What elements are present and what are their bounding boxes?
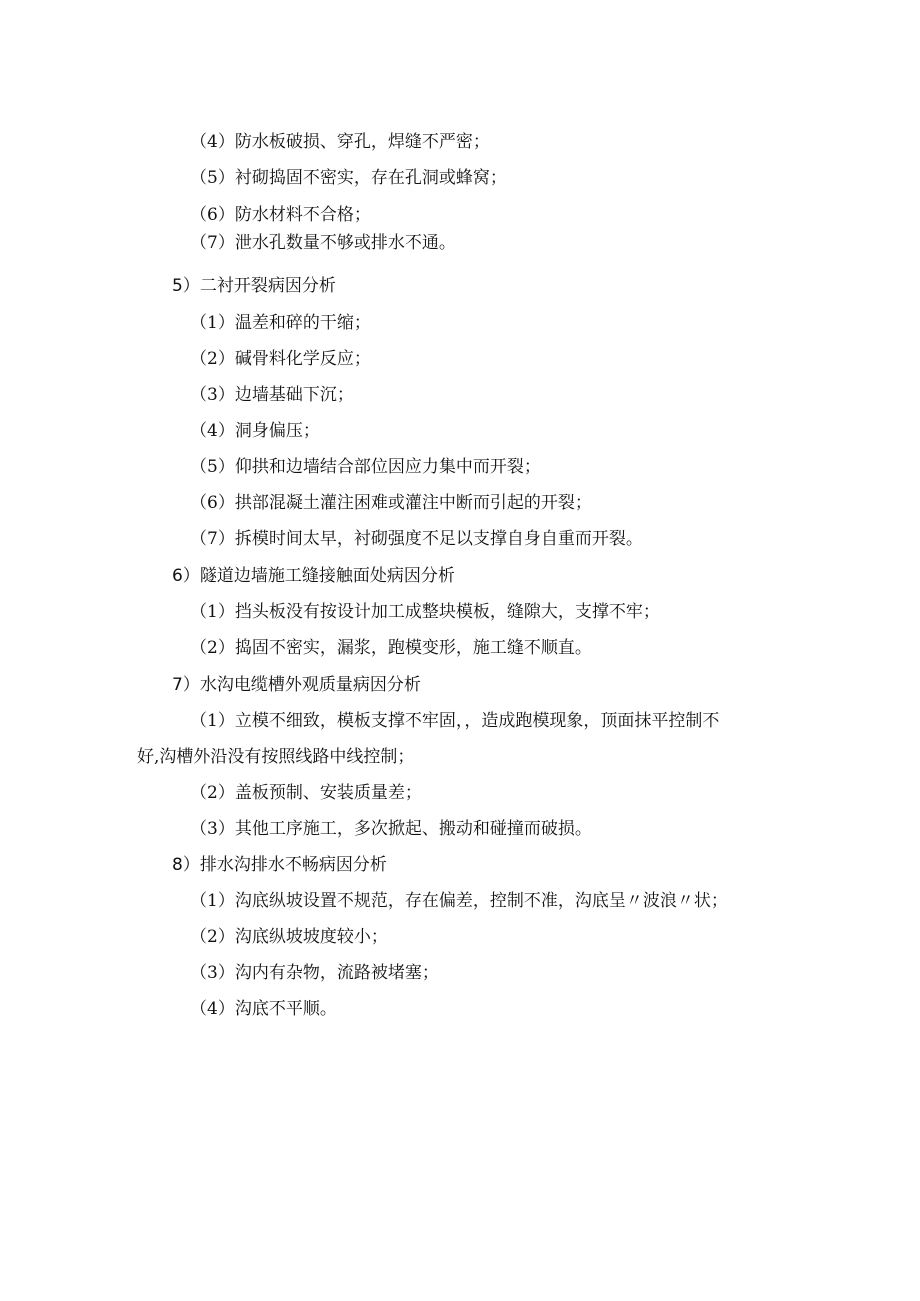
section-heading: 7）水沟电缆槽外观质量病因分析	[172, 675, 421, 695]
list-item: （5）衬砌捣固不密实，存在孔洞或蜂窝；	[190, 168, 507, 188]
list-item: （4）沟底不平顺。	[190, 999, 337, 1019]
list-item: （3）边墙基础下沉；	[190, 385, 354, 405]
list-item: （4）洞身偏压；	[190, 421, 320, 441]
section-heading: 5）二衬开裂病因分析	[172, 276, 336, 296]
list-item: （6）拱部混凝土灌注困难或灌注中断而引起的开裂；	[190, 493, 592, 513]
list-item: （6）防水材料不合格；	[190, 205, 371, 225]
list-item: （2）捣固不密实，漏浆，跑模变形，施工缝不顺直。	[190, 638, 592, 658]
list-item-continuation: 好,沟槽外沿没有按照线路中线控制；	[137, 747, 415, 767]
list-item: （4）防水板破损、穿孔，焊缝不严密；	[190, 132, 490, 152]
list-item: （3）沟内有杂物，流路被堵塞；	[190, 963, 439, 983]
list-item: （2）碱骨料化学反应；	[190, 349, 371, 369]
list-item: （3）其他工序施工，多次掀起、搬动和碰撞而破损。	[190, 819, 592, 839]
list-item: （2）沟底纵坡坡度较小；	[190, 927, 388, 947]
list-item: （7）泄水孔数量不够或排水不通。	[190, 233, 456, 253]
list-item: （1）沟底纵坡设置不规范，存在偏差，控制不准，沟底呈〃波浪〃状；	[190, 891, 728, 911]
section-heading: 6）隧道边墙施工缝接触面处病因分析	[172, 566, 455, 586]
list-item: （7）拆模时间太早，衬砌强度不足以支撑自身自重而开裂。	[190, 529, 643, 549]
section-heading: 8）排水沟排水不畅病因分析	[172, 855, 387, 875]
list-item: （2）盖板预制、安装质量差；	[190, 783, 422, 803]
list-item: （1）挡头板没有按设计加工成整块模板，缝隙大，支撑不牢；	[190, 602, 660, 622]
list-item: （1）温差和碎的干缩；	[190, 313, 371, 333]
list-item: （5）仰拱和边墙结合部位因应力集中而开裂；	[190, 457, 541, 477]
list-item: （1）立模不细致，模板支撑不牢固，，造成跑模现象，顶面抹平控制不	[190, 711, 720, 731]
